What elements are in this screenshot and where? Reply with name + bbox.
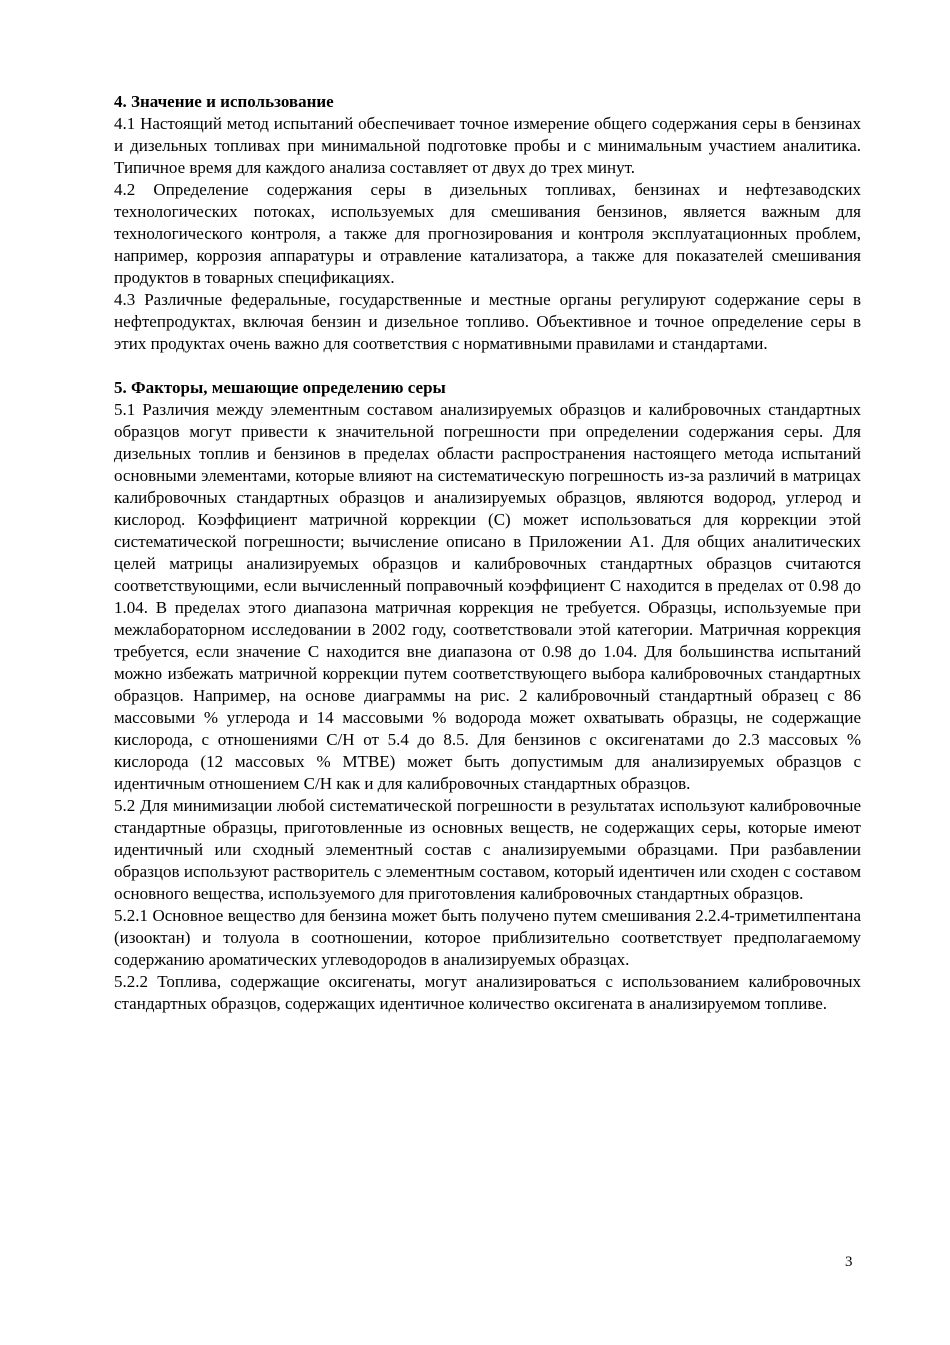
paragraph-5-2-1: 5.2.1 Основное вещество для бензина может быть получено путем смешивания 2.2.4-триметилпентана (изооктан) и толуола в соотношении, которое приблизительно соответствует предполагаемому содержанию ароматических углеводородов в анализируемых образцах. (114, 906, 861, 969)
section-5-heading: 5. Факторы, мешающие определению серы (114, 378, 446, 397)
document-page (114, 91, 861, 1015)
paragraph-4-1: 4.1 Настоящий метод испытаний обеспечивает точное измерение общего содержания серы в бензинах и дизельных топливах при минимальной подготовке пробы и с минимальным участием аналитика. Типичное время для каждого анализа составляет от двух до трех минут. (114, 114, 861, 177)
page-number: 3 (845, 1254, 853, 1270)
section-spacer (114, 355, 861, 377)
section-4-heading: 4. Значение и использование (114, 92, 334, 111)
paragraph-4-2: 4.2 Определение содержания серы в дизельных топливах, бензинах и нефтезаводских технологических потоках, используемых для смешивания бензинов, является важным для технологического контроля, а также для прогнозирования и контроля эксплуатационных проблем, например, коррозия аппаратуры и отравление катализатора, а также для показателей смешивания продуктов в товарных спецификациях. (114, 180, 861, 287)
paragraph-5-2-2: 5.2.2 Топлива, содержащие оксигенаты, могут анализироваться с использованием калибровочных стандартных образцов, содержащих идентичное количество оксигената в анализируемом топливе. (114, 972, 861, 1013)
paragraph-5-1: 5.1 Различия между элементным составом анализируемых образцов и калибровочных стандартных образцов могут привести к значительной погрешности при определении содержания серы. Для дизельных топлив и бензинов в пределах области распространения настоящего метода испытаний основными элементами, которые влияют на систематическую погрешность из-за различий в матрицах калибровочных стандартных образцов и анализируемых образцов, являются водород, углерод и кислород. Коэффициент матричной коррекции (С) может использоваться для коррекции этой систематической погрешности; вычисление описано в Приложении А1. Для общих аналитических целей матрицы анализируемых образцов и калибровочных стандартных образцов считаются соответствующими, если вычисленный поправочный коэффициент С находится в пределах от 0.98 до 1.04. В пределах этого диапазона матричная коррекция не требуется. Образцы, используемые при межлабораторном исследовании в 2002 году, соответствовали этой категории. Матричная коррекция требуется, если значение С находится вне диапазона от 0.98 до 1.04. Для большинства испытаний можно избежать матричной коррекции путем соответствующего выбора калибровочных стандартных образцов. Например, на основе диаграммы на рис. 2 калибровочный стандартный образец с 86 массовыми % углерода и 14 массовыми % водорода может охватывать образцы, не содержащие кислорода, с отношениями С/Н от 5.4 до 8.5. Для бензинов с оксигенатами до 2.3 массовых % кислорода (12 массовых % МТВЕ) может быть допустимым для анализируемых образцов с идентичным отношением С/Н как и для калибровочных стандартных образцов. (114, 400, 861, 793)
paragraph-5-2: 5.2 Для минимизации любой систематической погрешности в результатах используют калибровочные стандартные образцы, приготовленные из основных веществ, не содержащих серы, которые имеют идентичный или сходный элементный состав с анализируемыми образцами. При разбавлении образцов используют растворитель с элементным составом, который идентичен или сходен с составом основного вещества, используемого для приготовления калибровочных стандартных образцов. (114, 796, 861, 903)
paragraph-4-3: 4.3 Различные федеральные, государственные и местные органы регулируют содержание серы в нефтепродуктах, включая бензин и дизельное топливо. Объективное и точное определение серы в этих продуктах очень важно для соответствия с нормативными правилами и стандартами. (114, 290, 861, 353)
